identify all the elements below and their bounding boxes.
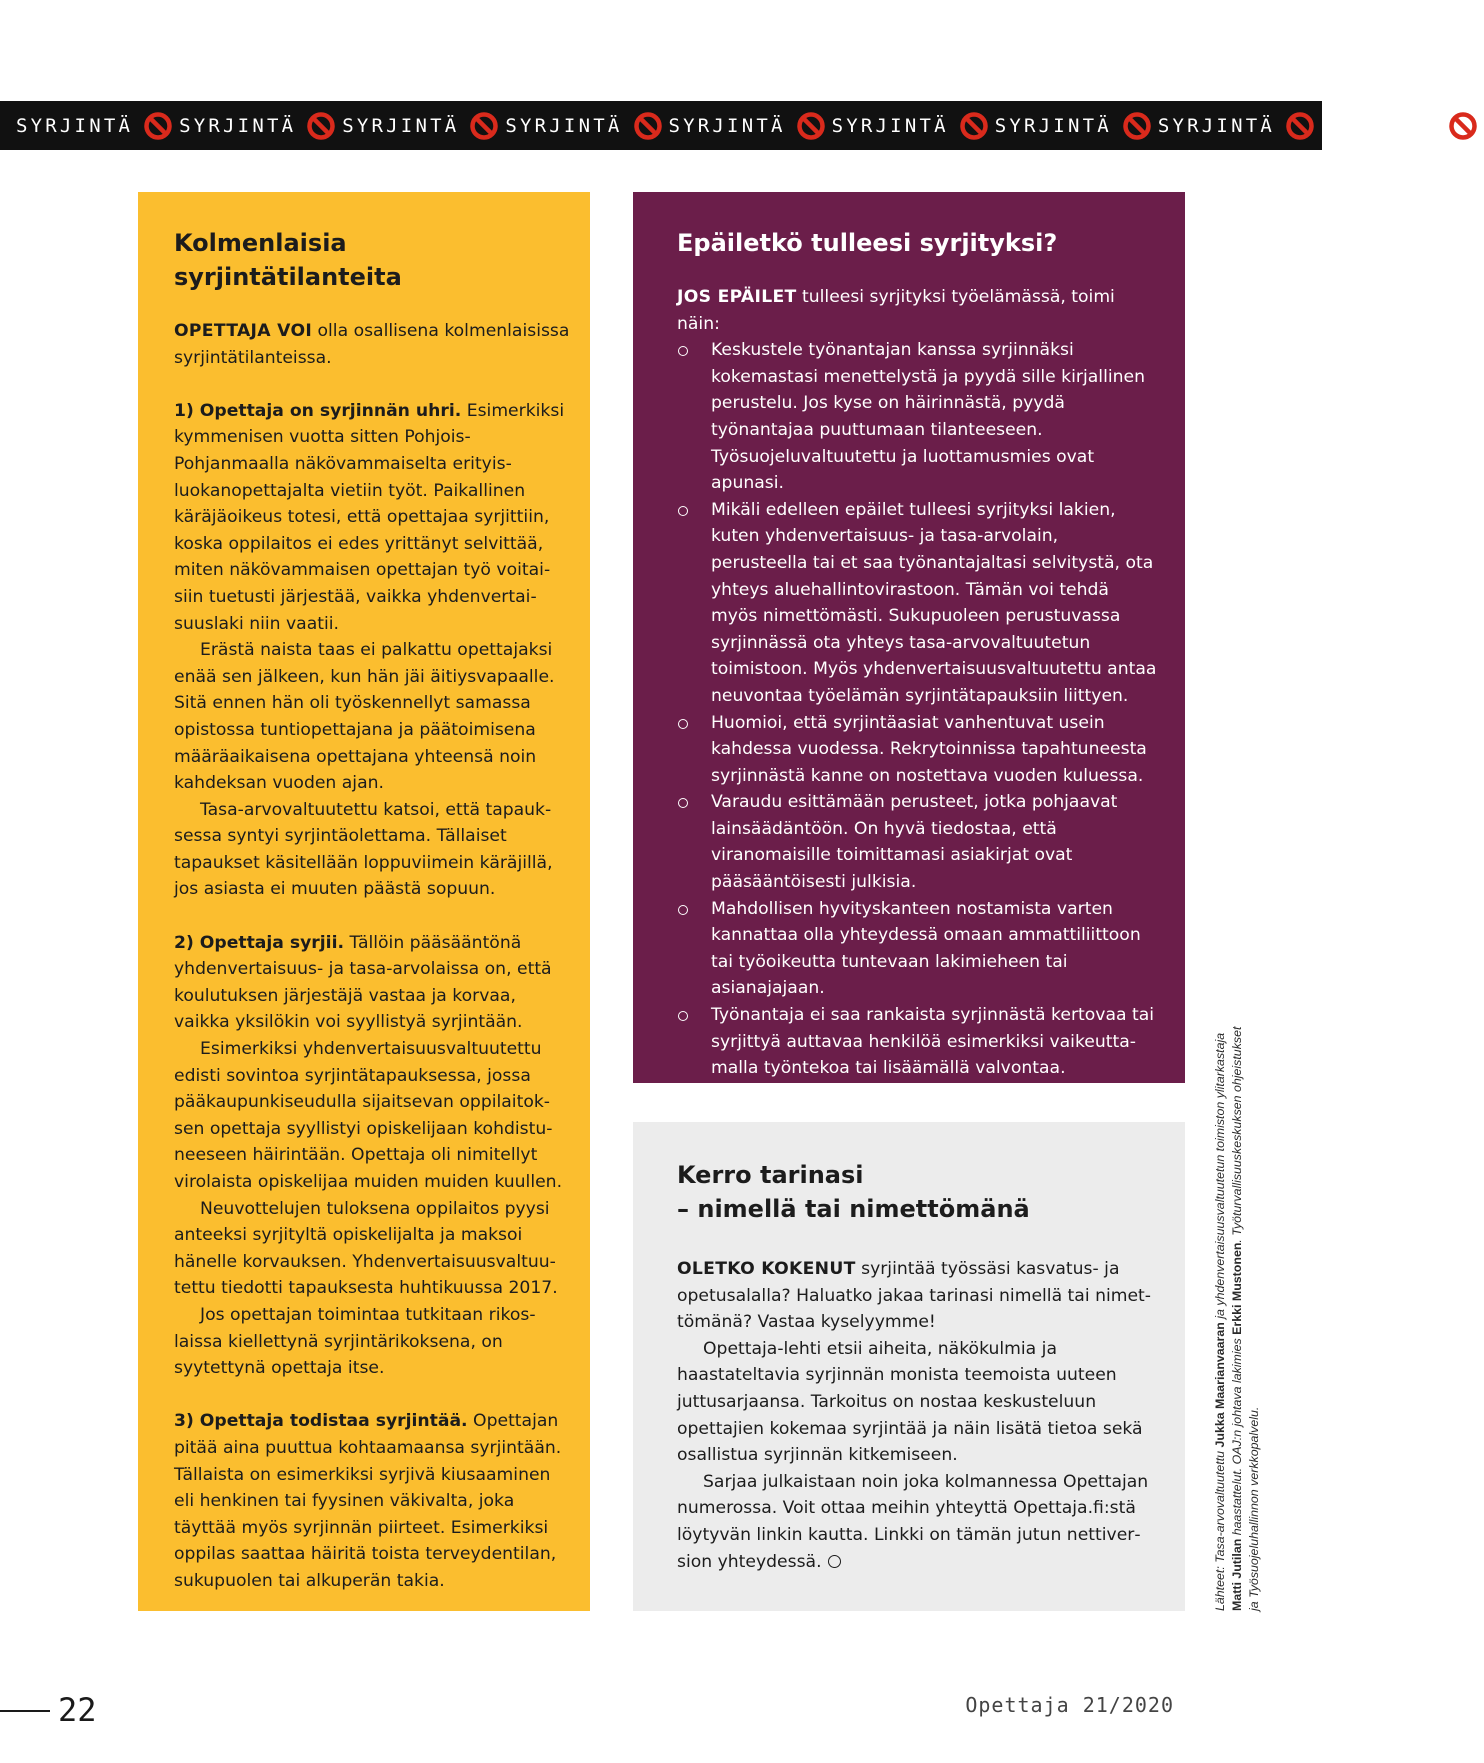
banner-unit <box>179 111 342 141</box>
section-2-p3: Neuvottelujen tuloksena oppilaitos pyysi anteeksi syrjityltä opiskelijalta ja maksoi hänelle korvauksen. Yhdenvertaisuusvaltuutettu tiedotti tapauksesta huhtikuussa 2017. <box>174 1198 558 1299</box>
intro-text: syrjintää työssäsi kasvatus- ja opetusalalla? Haluatko jakaa tarinasi nimellä tai nimettömänä? Vastaa kyselyymme! <box>677 1259 1151 1333</box>
section-1-title: 1) Opettaja on syrjinnän uhri. <box>174 400 462 421</box>
no-sign-icon <box>306 111 336 141</box>
gray-box-body <box>677 1256 1157 1575</box>
purple-box-title: Epäiletkö tulleesi syrjityksi? <box>677 229 1058 257</box>
intro-caps: OPETTAJA VOI <box>174 321 313 341</box>
advice-item: Mahdollisen hyvityskanteen nostamista varten kannattaa olla yhteydessä omaan ammattiliittoon tai työoikeutta tuntevaan lakimieheen tai asianajajaan. <box>677 896 1157 1002</box>
banner-unit <box>505 111 668 141</box>
section-1-p2: Erästä naista taas ei palkattu opettajaksi enää sen jälkeen, kun hän jäi äitiysvapaalle. Sitä ennen hän oli työskennellyt samassa opistossa tuntiopettajana ja päätoimisena määräaikaisena opettajana yhteensä noin kahdeksan vuoden ajan. <box>174 640 555 794</box>
banner-unit <box>832 111 995 141</box>
page-number: 22 <box>58 1691 97 1729</box>
sources-role-1: ja yhdenvertaisuusvaltuutetun toimiston ylitarkastaja <box>1213 1032 1227 1323</box>
banner-unit <box>342 111 505 141</box>
banner-unit <box>16 111 179 141</box>
sources-role-2: haastattelut. OAJ:n johtava lakimies <box>1230 1334 1244 1539</box>
gray-box-content <box>677 1158 1157 1575</box>
intro-text: tulleesi syrjityksi työelämässä, toimi näin: <box>677 287 1115 334</box>
sources-line-1 <box>1212 956 1229 1611</box>
intro-text: olla osallisena kolmenlaisissa syrjintätilanteissa. <box>174 321 570 368</box>
sources-line-2 <box>1229 956 1246 1611</box>
purple-intro <box>677 284 1157 337</box>
purple-box-content <box>677 212 1157 1162</box>
banner-unit <box>1158 111 1321 141</box>
sources-name-3: Erkki Mustonen <box>1230 1242 1244 1335</box>
purple-box-body <box>677 284 1157 1162</box>
section-2-p4: Jos opettajan toimintaa tutkitaan rikoslaissa kiellettynä syrjintärikoksena, on syytettynä opettaja itse. <box>174 1304 536 1379</box>
magazine-issue: Opettaja 21/2020 <box>965 1693 1174 1717</box>
intro-caps: JOS EPÄILET <box>677 287 797 307</box>
no-sign-icon <box>796 111 826 141</box>
spacer <box>174 903 570 930</box>
intro-caps: OLETKO KOKENUT <box>677 1259 856 1279</box>
yellow-box-content <box>174 212 570 1595</box>
banner-word: SYRJINTÄ <box>1157 114 1275 137</box>
advice-item: Keskustele työnantajan kanssa syrjinnäksi kokemastasi menettelystä ja pyydä sille kirjallinen perustelu. Jos kyse on häirinnästä, pyydä työnantajaa puuttumaan tilanteeseen. Työsuojeluvaltuutettu ja luottamusmies ovat apunasi. <box>677 337 1157 497</box>
advice-item: Huomioi, että syrjintäasiat vanhentuvat usein kahdessa vuodessa. Rekrytoinnissa tapahtuneesta syrjinnästä kanne on nostettava vuoden kuluessa. <box>677 710 1157 790</box>
gray-intro <box>677 1256 1157 1336</box>
sources-name-2: Matti Jutilan <box>1230 1538 1244 1611</box>
banner-row <box>0 101 1439 150</box>
banner-word: SYRJINTÄ <box>342 114 460 137</box>
advice-item: Työnantaja ei saa rankaista syrjinnästä kertovaa tai syrjittyä auttavaa henkilöä esimerkiksi vaikeuttamalla työntekoa tai lisäämällä valvontaa. <box>677 1002 1157 1082</box>
section-2-text: Tällöin pääsääntönä yhdenvertaisuus- ja tasa-arvolaissa on, että koulutuksen järjestäjä vastaa ja korvaa, vaikka yksilökin voi syyllistyä syrjintään. <box>174 932 552 1033</box>
no-sign-icon <box>1122 111 1152 141</box>
gray-title-line1: Kerro tarinasi <box>677 1161 864 1189</box>
section-2-p1 <box>174 930 570 1036</box>
banner-word: SYRJINTÄ <box>16 114 134 137</box>
no-sign-icon <box>959 111 989 141</box>
section-3-title: 3) Opettaja todistaa syrjintää. <box>174 1411 468 1432</box>
gray-p3-text: Sarjaa julkaistaan noin joka kolmannessa Opettajan numerossa. Voit ottaa meihin yhteyttä Opettaja.fi:stä löytyvän linkin kautta. Linkki on tämän jutun nettiversion yhteydessä. <box>677 1471 1149 1572</box>
banner-word: SYRJINTÄ <box>831 114 949 137</box>
end-mark-icon <box>828 1555 841 1568</box>
section-1-text: Esimerkiksi kymmenisen vuotta sitten Pohjois-Pohjanmaalla näkövammaiselta erityisluokanopettajalta vietiin työt. Paikallinen käräjäoikeus totesi, että opettajaa syrjittiin, koska oppilaitos ei edes yrittänyt selvittää, miten näkövammaisen opettajan työ voitaisiin tuetusti järjestää, vaikka yhdenvertaisuuslaki niin vaatii. <box>174 400 565 634</box>
no-sign-icon <box>1285 111 1315 141</box>
sources-prefix: Lähteet: Tasa-arvovaltuutettu <box>1213 1447 1227 1611</box>
yellow-box-title: Kolmenlaisia syrjintätilanteita <box>174 229 402 291</box>
advice-item: Huomio, että työelämässä tapahtuva syrjintä voi <box>677 1082 1157 1162</box>
section-2-p2: Esimerkiksi yhdenvertaisuusvaltuutettu edisti sovintoa syrjintätapauksessa, jossa pääkaupunkiseudulla sijaitsevan oppilaitoksen opettaja syyllistyi opiskelijaan kohdistuneeseen häirintään. Opettaja oli nimitellyt virolaista opiskelijaa muiden muiden kuullen. <box>174 1039 563 1192</box>
yellow-box-body <box>174 318 570 1595</box>
sources-line-3 <box>1246 956 1263 1611</box>
footer-rule <box>0 1710 50 1712</box>
sources-text <box>1212 956 1261 1611</box>
section-3-p1 <box>174 1408 570 1594</box>
section-1-p3: Tasa-arvovaltuutettu katsoi, että tapauksessa syntyi syrjintäolettama. Tällaiset tapaukset käsitellään loppuviimein käräjillä, jos asiasta ei muuten päästä sopuun. <box>174 799 553 900</box>
banner-unit <box>1321 111 1484 141</box>
banner-unit <box>995 111 1158 141</box>
spacer <box>174 1382 570 1409</box>
gray-title-line2: – nimellä tai nimettömänä <box>677 1195 1030 1223</box>
advice-item: Varaudu esittämään perusteet, jotka pohjaavat lainsäädäntöön. On hyvä tiedostaa, että viranomaisille toimittamasi asiakirjat ovat pääsääntöisesti julkisia. <box>677 789 1157 895</box>
sources-end: ja Työsuojeluhallinnon verkkopalvelu. <box>1247 1406 1261 1611</box>
sources-name-1: Jukka Maarianvaaran <box>1213 1322 1227 1448</box>
banner-word: SYRJINTÄ <box>1321 114 1439 137</box>
gray-p2: Opettaja-lehti etsii aiheita, näkökulmia ja haastateltavia syrjinnän monista teemoista uuteen juttusarjaansa. Tarkoitus on nostaa keskusteluun opettajien kokemaa syrjintää ja näin lisätä tietoa sekä osallistua syrjinnän kitkemiseen. <box>677 1338 1143 1466</box>
banner-word: SYRJINTÄ <box>994 114 1112 137</box>
no-sign-icon <box>1448 111 1478 141</box>
spacer <box>174 371 570 398</box>
section-3-text: Opettajan pitää aina puuttua kohtaamaansa syrjintään. Tällaista on esimerkiksi syrjivä kiusaaminen eli henkinen tai fyysinen väkivalta, joka täyttää myös syrjinnän piirteet. Esimerkiksi oppilas saattaa häiritä toista terveydentilan, sukupuolen tai alkuperän takia. <box>174 1411 562 1591</box>
gray-box-title <box>677 1158 1157 1226</box>
gray-p3 <box>677 1469 1157 1575</box>
section-2-title: 2) Opettaja syrjii. <box>174 932 344 953</box>
syrjinta-banner <box>0 101 1439 150</box>
no-sign-icon <box>143 111 173 141</box>
no-sign-icon <box>633 111 663 141</box>
advice-list <box>677 337 1157 1161</box>
tell-your-story-box <box>633 1122 1185 1611</box>
suspect-discrimination-box <box>633 192 1185 1105</box>
banner-word: SYRJINTÄ <box>668 114 786 137</box>
banner-word: SYRJINTÄ <box>505 114 623 137</box>
yellow-intro <box>174 318 570 371</box>
banner-unit <box>669 111 832 141</box>
advice-item: Mikäli edelleen epäilet tulleesi syrjityksi lakien, kuten yhdenvertaisuus- ja tasa-arvolain, perusteella tai et saa työnantajaltasi selvitystä, ota yhteys aluehallintovirastoon. Tämän voi tehdä myös nimettömästi. Sukupuoleen perustuvassa syrjinnässä ota yhteys tasa-arvovaltuutetun toimistoon. Myös yhdenvertaisuusvaltuutettu antaa neuvontaa työelämän syrjintätapauksiin liittyen. <box>677 497 1157 710</box>
section-1-p1 <box>174 398 570 637</box>
discrimination-situations-box <box>138 192 590 1611</box>
banner-word: SYRJINTÄ <box>179 114 297 137</box>
no-sign-icon <box>469 111 499 141</box>
sources-note <box>1212 956 1261 1611</box>
sources-role-3: . Työturvallisuuskeskuksen ohjeistukset <box>1230 1026 1244 1243</box>
